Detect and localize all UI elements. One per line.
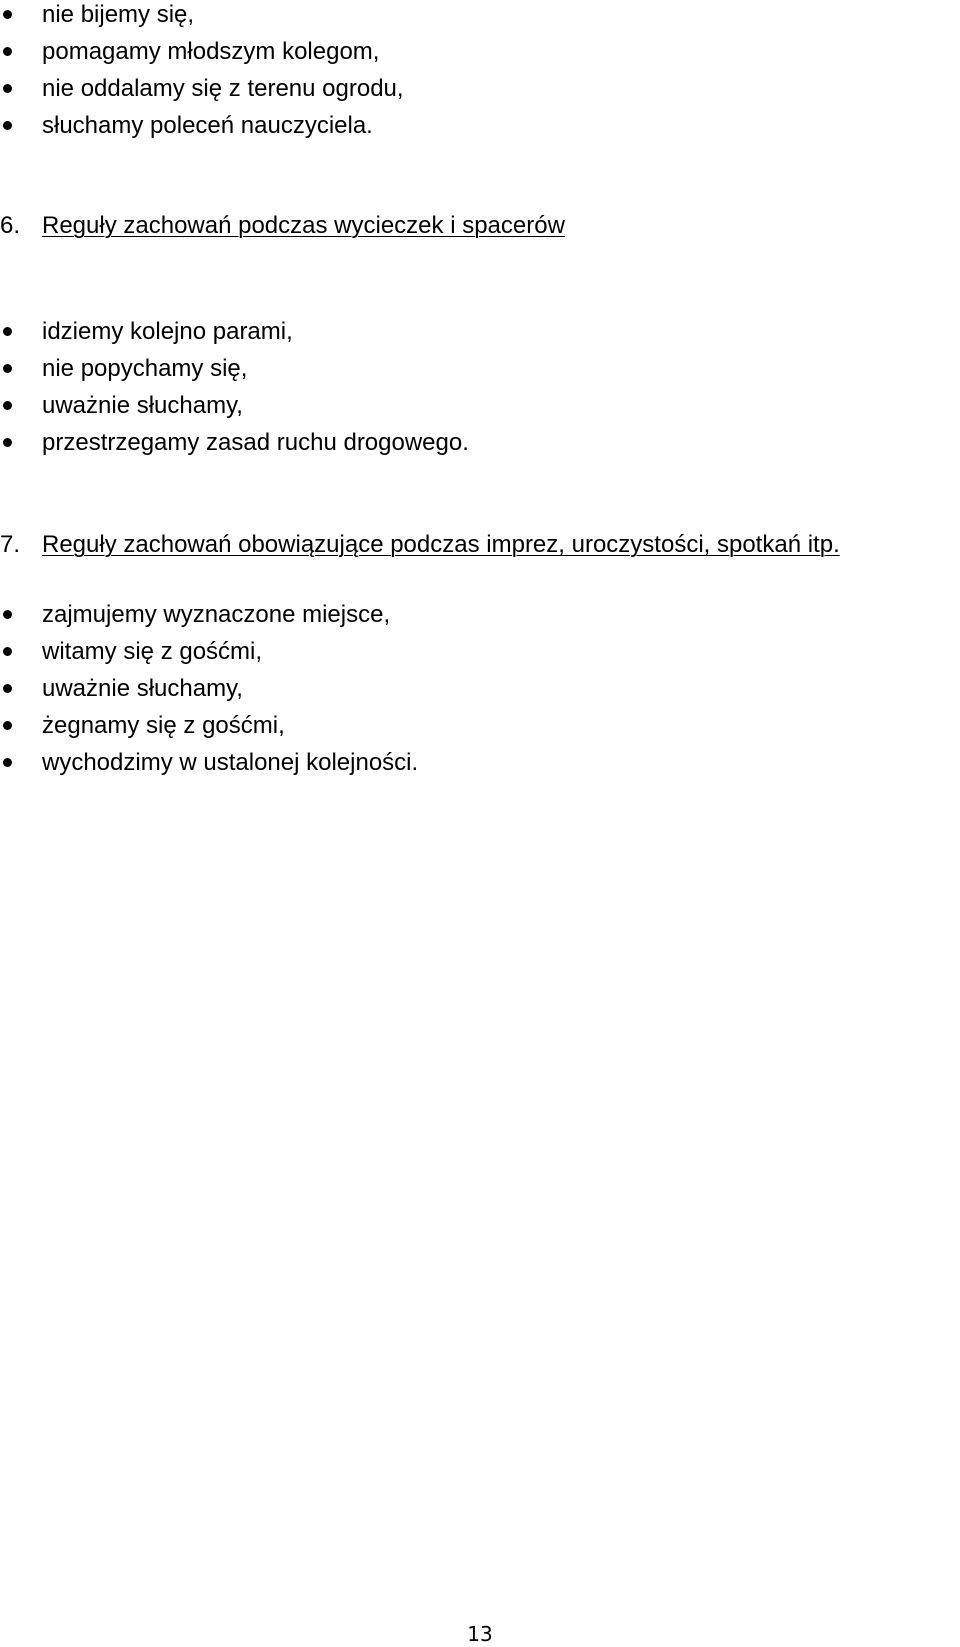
bullet-list-top [0, 0, 404, 144]
list-item [0, 424, 469, 461]
list-item [0, 670, 418, 707]
bullet-list-section-7 [0, 596, 418, 781]
bullet-icon [3, 47, 12, 56]
bullet-icon [3, 684, 12, 693]
list-item-text: uważnie słuchamy, [42, 675, 243, 702]
bullet-icon [3, 364, 12, 373]
section-number: 7. [0, 531, 21, 558]
bullet-icon [3, 721, 12, 730]
bullet-icon [3, 401, 12, 410]
list-item-text: nie bijemy się, [42, 1, 195, 28]
list-item-text: uważnie słuchamy, [42, 392, 243, 419]
list-item-text: nie oddalamy się z terenu ogrodu, [42, 75, 404, 102]
bullet-icon [3, 121, 12, 130]
list-item-text: żegnamy się z gośćmi, [42, 712, 285, 739]
list-item [0, 70, 404, 107]
list-item [0, 313, 469, 350]
bullet-icon [3, 84, 12, 93]
list-item-text: zajmujemy wyznaczone miejsce, [42, 601, 391, 628]
list-item [0, 33, 404, 70]
list-item-text: idziemy kolejno parami, [42, 318, 293, 345]
list-item-text: witamy się z gośćmi, [42, 638, 263, 665]
page-number: 13 [467, 1622, 493, 1646]
list-item [0, 596, 418, 633]
list-item-text: słuchamy poleceń nauczyciela. [42, 112, 373, 139]
bullet-icon [3, 327, 12, 336]
list-item [0, 744, 418, 781]
list-item [0, 707, 418, 744]
bullet-icon [3, 758, 12, 767]
list-item [0, 0, 404, 33]
list-item-text: przestrzegamy zasad ruchu drogowego. [42, 429, 469, 456]
bullet-icon [3, 610, 12, 619]
bullet-icon [3, 10, 12, 19]
bullet-icon [3, 438, 12, 447]
list-item-text: pomagamy młodszym kolegom, [42, 38, 380, 65]
list-item [0, 350, 469, 387]
section-6-heading [0, 207, 565, 244]
list-item-text: nie popychamy się, [42, 355, 248, 382]
section-7-heading [0, 526, 840, 563]
list-item-text: wychodzimy w ustalonej kolejności. [42, 749, 419, 776]
section-title: Reguły zachowań obowiązujące podczas imprez, uroczystości, spotkań itp. [42, 531, 840, 558]
bullet-list-section-6 [0, 313, 469, 461]
list-item [0, 387, 469, 424]
section-title: Reguły zachowań podczas wycieczek i spacerów [42, 212, 565, 239]
section-number: 6. [0, 212, 21, 239]
bullet-icon [3, 647, 12, 656]
list-item [0, 107, 404, 144]
list-item [0, 633, 418, 670]
